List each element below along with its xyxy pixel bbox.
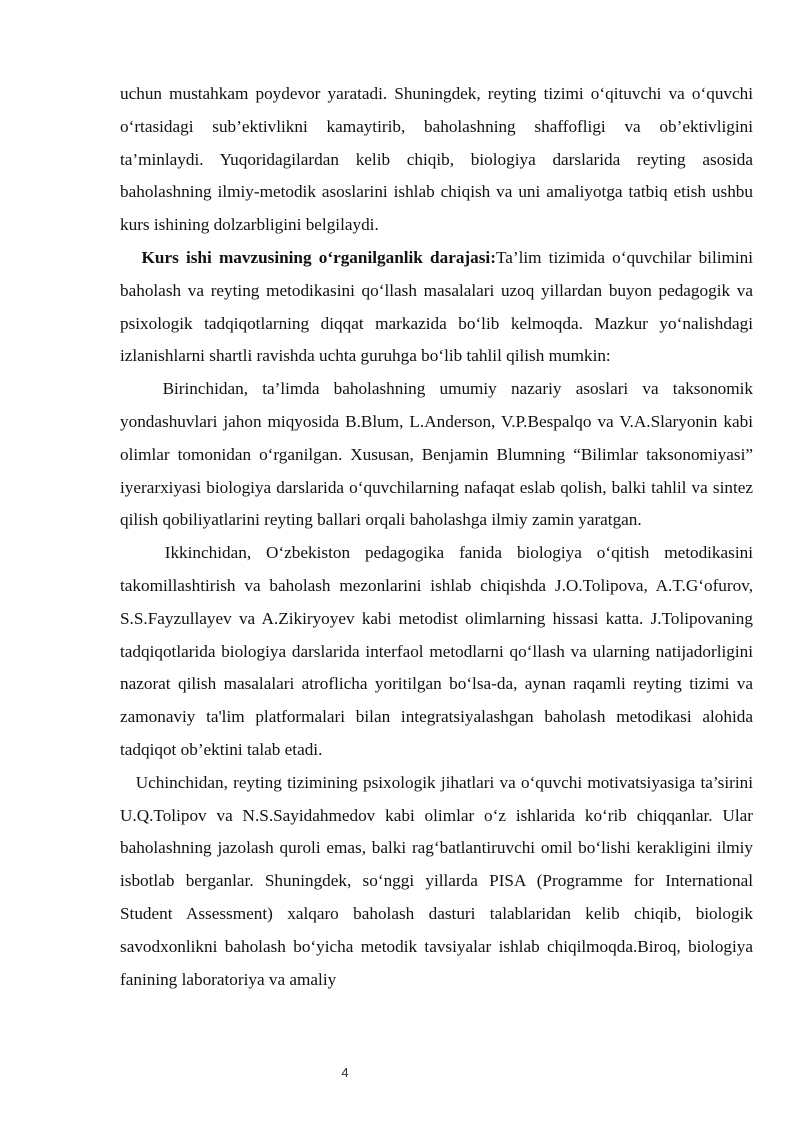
paragraph-1: uchun mustahkam poydevor yaratadi. Shuningdek, reyting tizimi o‘qituvchi va o‘quvchi o‘rtasidagi sub’ektivlikni kamaytirib, baholashning shaffofligi va ob’ektivligini ta’minlaydi. Yuqoridagilardan kelib chiqib, biologiya darslarida reyting asosida baholashning ilmiy-metodik asoslarini ishlab chiqish va uni amaliyotga tatbiq etish ushbu kurs ishining dolzarbligini belgilaydi. [120,84,753,235]
paragraph-5 [120,767,753,997]
paragraph-3-text: Birinchidan, ta’limda baholashning umumiy nazariy asoslari va taksonomik yondashuvlari jahon miqyosida B.Blum, L.Anderson, V.P.Bespalqo va V.A.Slaryonin kabi olimlar tomonidan o‘rganilgan. Xususan, Benjamin Blumning “Bilimlar taksonomiyasi” iyerarxiyasi biologiya darslarida o‘quvchilarning nafaqat eslab qolish, balki tahlil va sintez qilish qobiliyatlarini reyting ballari orqali baholashga ilmiy zamin yaratgan. [120,379,754,530]
paragraph-4 [120,537,753,767]
paragraph-4-text: Ikkinchidan, O‘zbekiston pedagogika fanida biologiya o‘qitish metodikasini takomillashtirish va baholash mezonlarini ishlab chiqishda J.O.Tolipova, A.T.G‘ofurov, S.S.Fayzullayev va A.Zikiryoyev kabi metodist olimlarning hissasi katta. J.Tolipovaning tadqiqotlarida biologiya darslarida interfaol metodlarni qo‘llash va ularning natijadorligini nazorat qilish masalalari atroflicha yoritilgan bo‘lsa-da, aynan raqamli reyting tizimi va zamonaviy ta'lim platformalari bilan integratsiyalashgan baholash metodikasi alohida tadqiqot ob’ektini talab etadi. [120,543,753,759]
paragraph-2-heading: Kurs ishi mavzusining o‘rganilganlik darajasi: [141,247,496,267]
paragraph-3 [120,373,753,537]
paragraph-5-text: Uchinchidan, reyting tizimining psixologik jihatlari va o‘quvchi motivatsiyasiga ta’sirini U.Q.Tolipov va N.S.Sayidahmedov kabi olimlar o‘z ishlarida ko‘rib chiqqanlar. Ular baholashning jazolash quroli emas, balki rag‘batlantiruvchi omil bo‘lishi kerakligini ilmiy isbotlab berganlar. Shuningdek, so‘nggi yillarda PISA (Programme for International Student Assessment) xalqaro baholash dasturi talablaridan kelib chiqib, biologik savodxonlikni baholash bo‘yicha metodik tavsiyalar ishlab chiqilmoqda.Biroq, biologiya fanining laboratoriya va amaliy [120,772,753,989]
page-number: 4 [341,1065,349,1080]
paragraph-2 [120,242,753,373]
document-page [120,78,753,996]
paragraph-2-body: Ta’lim tizimida o‘quvchilar bilimini baholash va reyting metodikasini qo‘llash masalalari uzoq yillardan buyon pedagogik va psixologik tadqiqotlarning diqqat markazida bo‘lib kelmoqda. Mazkur yo‘nalishdagi izlanishlarni shartli ravishda uchta guruhga bo‘lib tahlil qilish mumkin: [120,247,754,366]
